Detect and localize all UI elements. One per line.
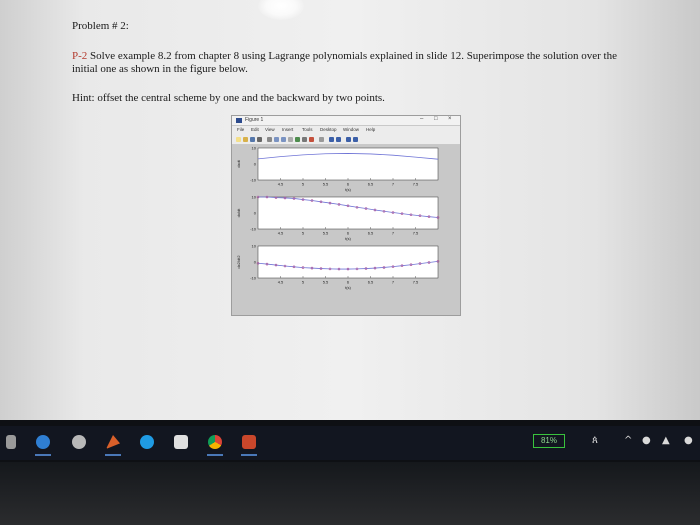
y-tick-label: 10 xyxy=(251,145,256,151)
cloud-icon[interactable]: ▲ xyxy=(662,435,670,446)
y-tick-label: -10 xyxy=(250,226,256,232)
y-tick-label: -10 xyxy=(250,177,256,183)
x-tick-label: 5.5 xyxy=(322,230,329,236)
laptop-base xyxy=(0,462,700,525)
rotate-icon[interactable] xyxy=(295,137,300,142)
menu-window[interactable]: Window xyxy=(343,127,360,132)
y-tick-label: 10 xyxy=(251,194,256,200)
hide-plot-icon[interactable] xyxy=(346,137,351,142)
menu-desktop[interactable]: Desktop xyxy=(320,127,337,132)
powerpoint-icon[interactable] xyxy=(242,435,256,449)
edge-icon[interactable] xyxy=(36,435,50,449)
show-plot-icon[interactable] xyxy=(353,137,358,142)
x-tick-label: 6.5 xyxy=(367,181,374,187)
subplots-svg xyxy=(232,145,460,315)
paragraph-number: P-2 xyxy=(72,50,88,62)
y-axis-label: dx/dt xyxy=(236,208,241,218)
y-tick-label: 10 xyxy=(251,243,256,249)
y-tick-label: 0 xyxy=(253,161,256,167)
chrome-active-indicator xyxy=(207,454,223,456)
windows-icon[interactable] xyxy=(6,435,16,449)
x-tick-label: 7 xyxy=(391,230,395,236)
problem-paragraph xyxy=(72,50,632,76)
axes-box-2[interactable] xyxy=(258,197,438,229)
pointer-icon[interactable] xyxy=(267,137,272,142)
screen-glare xyxy=(258,0,304,20)
menu-tools[interactable]: Tools xyxy=(302,127,313,132)
x-tick-label: 4.5 xyxy=(277,181,284,187)
pan-icon[interactable] xyxy=(288,137,293,142)
zoom-in-icon[interactable] xyxy=(274,137,279,142)
y-tick-label: -10 xyxy=(250,275,256,281)
menu-edit[interactable]: Edit xyxy=(251,127,259,132)
menu-file[interactable]: File xyxy=(237,127,245,132)
speech-icon[interactable]: ● xyxy=(684,435,693,446)
y-axis-label: dx2/dt2 xyxy=(236,255,241,269)
minimize-button[interactable]: – xyxy=(420,116,424,122)
x-axis-label: t(s) xyxy=(345,285,351,290)
menu-help[interactable]: Help xyxy=(366,127,376,132)
x-tick-label: 4.5 xyxy=(277,230,284,236)
figure-window[interactable] xyxy=(231,115,461,316)
axes-box-1[interactable] xyxy=(258,148,438,180)
x-tick-label: 7 xyxy=(391,181,395,187)
matlab-active-indicator xyxy=(105,454,121,456)
problem-title: Problem # 2: xyxy=(72,20,129,32)
battery-indicator[interactable]: 81% xyxy=(533,434,565,448)
x-tick-label: 6 xyxy=(346,181,350,187)
powerpoint-active-indicator xyxy=(241,454,257,456)
paragraph-text: Solve example 8.2 from chapter 8 using Lagrange polynomials explained in slide 12. Superimpose the solution over the initial one as shown in the figure below. xyxy=(72,50,617,75)
zoom-out-icon[interactable] xyxy=(281,137,286,142)
link-icon[interactable] xyxy=(319,137,324,142)
x-tick-label: 5 xyxy=(301,279,305,285)
figure-app-icon xyxy=(236,118,242,123)
open-icon[interactable] xyxy=(243,137,248,142)
x-tick-label: 5.5 xyxy=(322,181,329,187)
maximize-button[interactable]: □ xyxy=(434,116,438,122)
edge-active-indicator xyxy=(35,454,51,456)
x-axis-label: t(s) xyxy=(345,187,351,192)
people-icon[interactable]: ጰ xyxy=(592,435,598,446)
mail-icon[interactable] xyxy=(174,435,188,449)
x-axis-label: t(s) xyxy=(345,236,351,241)
data-cursor-icon[interactable] xyxy=(302,137,307,142)
new-file-icon[interactable] xyxy=(236,137,241,142)
x-tick-label: 7.5 xyxy=(412,181,419,187)
brush-icon[interactable] xyxy=(309,137,314,142)
legend-icon[interactable] xyxy=(336,137,341,142)
hint-text: Hint: offset the central scheme by one and the backward by two points. xyxy=(72,92,385,104)
x-tick-label: 4.5 xyxy=(277,279,284,285)
settings-icon[interactable] xyxy=(72,435,86,449)
x-tick-label: 7 xyxy=(391,279,395,285)
menu-insert[interactable]: Insert xyxy=(282,127,294,132)
x-tick-label: 5 xyxy=(301,230,305,236)
x-tick-label: 6.5 xyxy=(367,230,374,236)
chevron-up-icon[interactable]: ^ xyxy=(624,435,633,446)
close-button[interactable]: × xyxy=(448,116,452,122)
axes-box-3[interactable] xyxy=(258,246,438,278)
figure-toolbar xyxy=(232,135,460,144)
x-tick-label: 6 xyxy=(346,279,350,285)
figure-titlebar[interactable] xyxy=(232,116,460,125)
x-tick-label: 5 xyxy=(301,181,305,187)
y-tick-label: 0 xyxy=(253,210,256,216)
x-tick-label: 6 xyxy=(346,230,350,236)
menu-view[interactable]: View xyxy=(265,127,275,132)
x-tick-label: 7.5 xyxy=(412,230,419,236)
figure-menubar xyxy=(232,126,460,135)
chrome-icon[interactable] xyxy=(208,435,222,449)
x-tick-label: 5.5 xyxy=(322,279,329,285)
plot-area xyxy=(232,145,460,315)
print-icon[interactable] xyxy=(257,137,262,142)
skype-icon[interactable] xyxy=(140,435,154,449)
circle-icon[interactable]: ● xyxy=(642,435,651,446)
x-tick-label: 7.5 xyxy=(412,279,419,285)
y-axis-label: dxdt xyxy=(236,160,241,168)
figure-title: Figure 1 xyxy=(245,117,264,123)
y-tick-label: 0 xyxy=(253,259,256,265)
save-icon[interactable] xyxy=(250,137,255,142)
x-tick-label: 6.5 xyxy=(367,279,374,285)
colorbar-icon[interactable] xyxy=(329,137,334,142)
